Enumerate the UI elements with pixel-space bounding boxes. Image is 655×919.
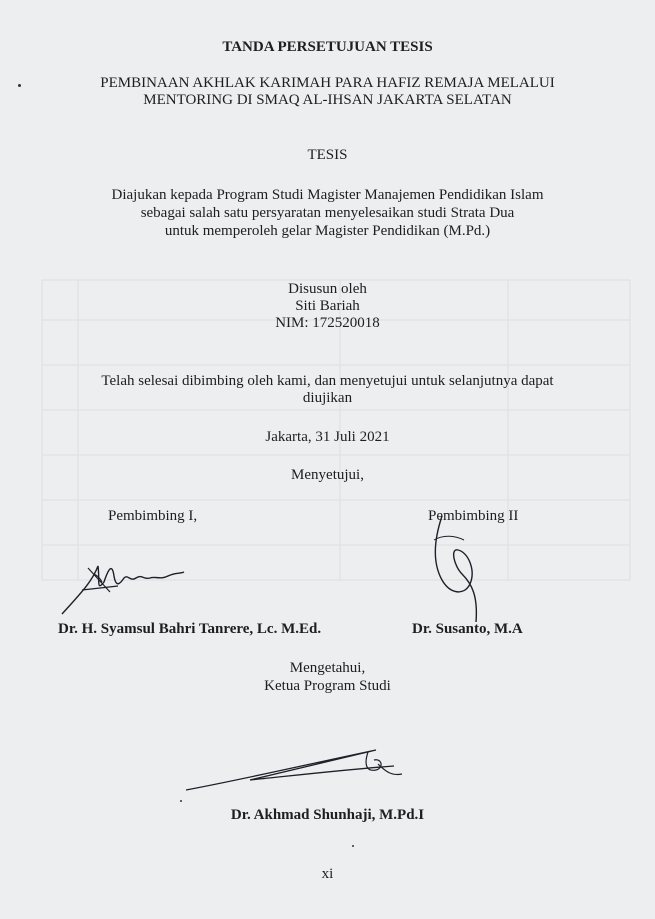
date: 31 Juli 2021 [315, 429, 390, 445]
approval-line-2: diujikan [302, 390, 353, 406]
author-name: Siti Bariah [295, 298, 360, 314]
supervisor-1-role: Pembimbing I, [108, 508, 198, 524]
document-type: TESIS [307, 147, 348, 163]
head-of-program-role: Ketua Program Studi [264, 678, 391, 694]
page-title: TANDA PERSETUJUAN TESIS [222, 39, 433, 55]
approval-line-1: Telah selesai dibimbing oleh kami, dan menyetujui untuk selanjutnya dapat [101, 373, 554, 389]
agreed-label: Menyetujui, [291, 467, 364, 483]
head-of-program-signature [180, 742, 410, 802]
author-prefix: Disusun oleh [288, 281, 367, 297]
supervisor-1-name: Dr. H. Syamsul Bahri Tanrere, Lc. M.Ed. [58, 621, 322, 637]
scan-speck [180, 800, 182, 802]
purpose-line-2: sebagai salah satu persyaratan menyelesaikan studi Strata Dua [140, 205, 515, 221]
scan-speck [18, 84, 21, 87]
author-nim: NIM: 172520018 [275, 315, 380, 331]
thesis-title-line-2: MENTORING DI SMAQ AL-IHSAN JAKARTA SELATAN [143, 92, 512, 108]
page-number: xi [321, 866, 334, 882]
acknowledged-label: Mengetahui, [289, 660, 366, 676]
supervisor-2-role: Pembimbing II [428, 508, 519, 524]
place: Jakarta, [265, 429, 312, 445]
purpose-line-3: untuk memperoleh gelar Magister Pendidikan (M.Pd.) [164, 223, 491, 239]
supervisor-1-signature [58, 548, 188, 618]
thesis-title-line-1: PEMBINAAN AKHLAK KARIMAH PARA HAFIZ REMAJA MELALUI [100, 75, 555, 91]
supervisor-2-name: Dr. Susanto, M.A [412, 621, 523, 637]
place-date [0, 428, 655, 446]
supervisor-2-signature [420, 510, 500, 625]
head-of-program-name: Dr. Akhmad Shunhaji, M.Pd.I [230, 807, 425, 823]
scan-speck [352, 845, 354, 847]
purpose-line-1: Diajukan kepada Program Studi Magister Manajemen Pendidikan Islam [111, 187, 544, 203]
